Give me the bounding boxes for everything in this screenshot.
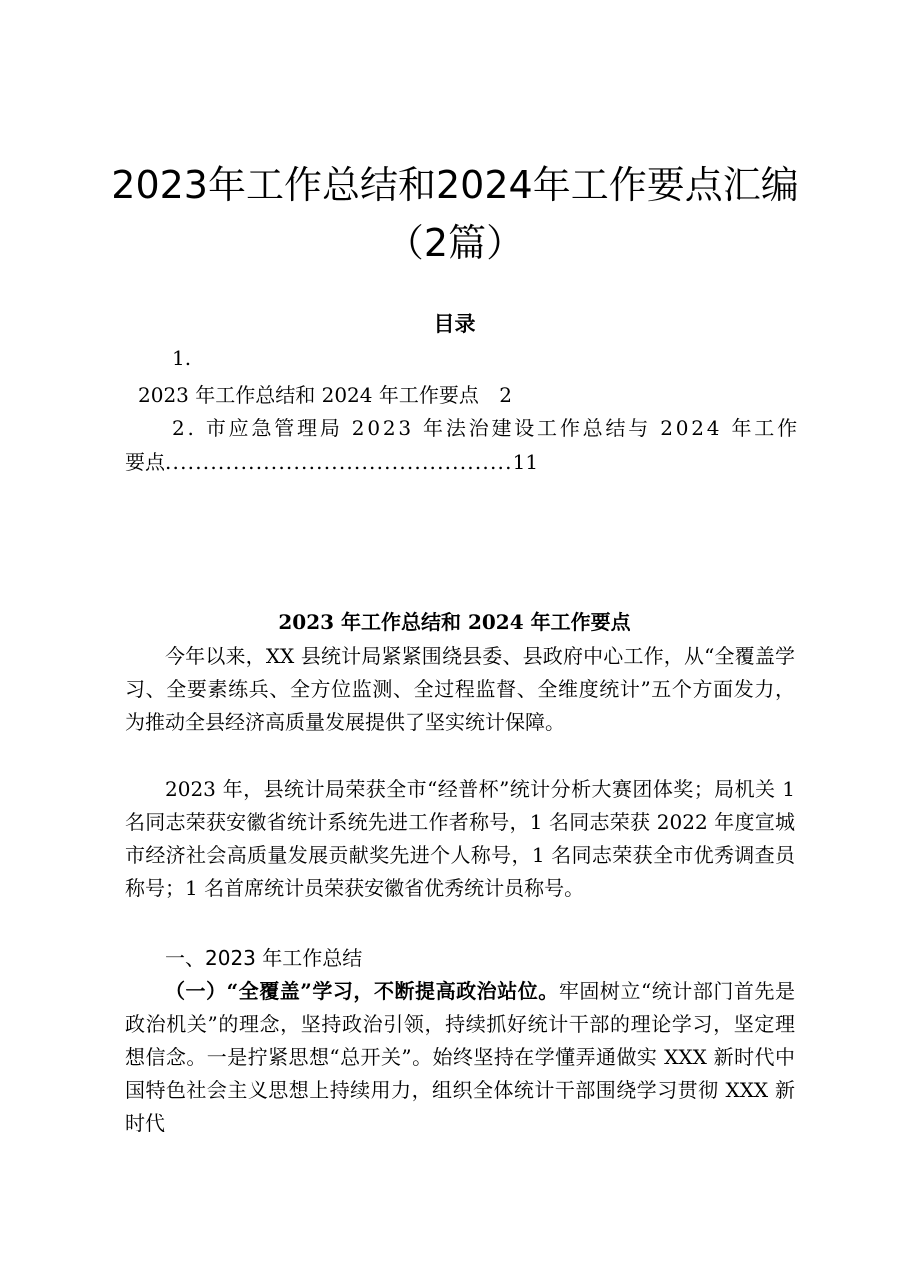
paragraph-awards: 2023 年，县统计局荣获全市“经普杯”统计分析大赛团体奖；局机关 1 名同志荣获安徽省统计系统先进工作者称号，1 名同志荣获 2022 年度宣城市经济社会高质量发展贡献奖先进个人称号，1 名同志荣获全市优秀调查员称号；1 名首席统计员荣获安徽省优秀统计员称号。: [125, 777, 795, 900]
section-heading-1: 一、2023 年工作总结: [165, 946, 363, 970]
toc-item-1-text: 2023 年工作总结和 2024 年工作要点: [138, 383, 479, 407]
toc-item-1[interactable]: [138, 379, 512, 408]
article-title: 2023 年工作总结和 2024 年工作要点: [278, 610, 631, 634]
subsection-1-title: （一）“全覆盖”学习，不断提高政治站位。: [165, 979, 559, 1003]
paragraph-subsection-1: [125, 975, 795, 1140]
subsection-1-body: 牢固树立“统计部门首先是政治机关”的理念，坚持政治引领，持续抓好统计干部的理论学习，坚定理想信念。一是拧紧思想“总开关”。始终坚持在学懂弄通做实 XXX 新时代中国特色社会主义思想上持续用力，组织全体统计干部围绕学习贯彻 XXX 新时代: [125, 979, 795, 1135]
toc-item-2-cont[interactable]: [125, 446, 538, 475]
paragraph-intro: 今年以来，XX 县统计局紧紧围绕县委、县政府中心工作，从“全覆盖学习、全要素练兵、全方位监测、全过程监督、全维度统计”五个方面发力，为推动全县经济高质量发展提供了坚实统计保障。: [125, 644, 795, 734]
toc-item-2[interactable]: 2. 市应急管理局 2023 年法治建设工作总结与 2024 年工作: [172, 416, 800, 440]
toc-item-1-number[interactable]: 1.: [172, 346, 192, 370]
toc-item-2-cont-text: 要点: [125, 450, 165, 474]
toc-item-2-page: 11: [512, 450, 539, 474]
toc-heading: 目录: [433, 311, 476, 336]
toc-item-1-page: 2: [499, 383, 512, 407]
document-title: 2023年工作总结和2024年工作要点汇编（2篇）: [111, 163, 799, 265]
toc-item-2-leader: ..............................................: [165, 450, 513, 474]
